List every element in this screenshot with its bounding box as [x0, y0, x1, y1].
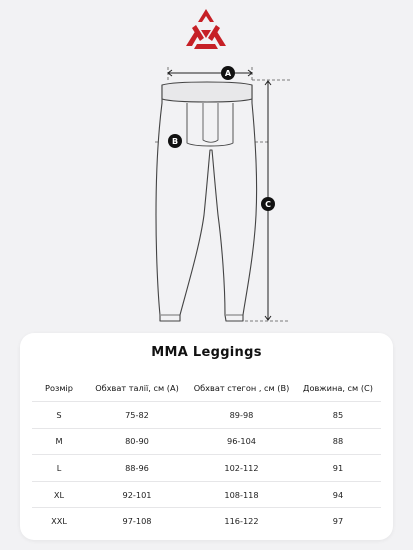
cell-waist: 92-101	[86, 481, 188, 508]
cell-length: 91	[295, 455, 381, 482]
cell-length: 88	[295, 428, 381, 455]
cell-hips: 108-118	[188, 481, 295, 508]
header-size: Розмір	[32, 375, 86, 402]
badge-c	[261, 197, 275, 211]
cell-waist: 80-90	[86, 428, 188, 455]
leggings-diagram	[0, 55, 413, 330]
cell-hips: 96-104	[188, 428, 295, 455]
badge-a	[221, 66, 235, 80]
size-table	[32, 375, 381, 534]
badge-a-label: A	[224, 69, 232, 78]
header-hips: Обхват стегон , см (B)	[188, 375, 295, 402]
cell-hips: 102-112	[188, 455, 295, 482]
table-header-row	[32, 375, 381, 402]
cell-size: XXL	[51, 516, 67, 527]
brand-logo-icon	[184, 8, 228, 50]
waist-measure-line	[168, 70, 252, 76]
table-row	[32, 481, 381, 508]
cell-size: M	[32, 428, 86, 455]
table-row	[32, 428, 381, 455]
table-row	[32, 508, 381, 534]
table-row	[32, 455, 381, 482]
leggings-outline	[156, 82, 257, 321]
cell-length: 85	[295, 402, 381, 429]
cell-length: 97	[332, 516, 344, 527]
cell-waist: 97-108	[122, 516, 152, 527]
header-waist: Обхват талії, см (A)	[86, 375, 188, 402]
cell-size: L	[32, 455, 86, 482]
cell-hips: 89-98	[188, 402, 295, 429]
badge-b	[168, 134, 182, 148]
cell-waist: 75-82	[86, 402, 188, 429]
size-chart-title: MMA Leggings	[151, 345, 262, 360]
badge-b-label: B	[171, 137, 179, 146]
size-chart-card	[20, 333, 393, 540]
header-length: Довжина, см (C)	[295, 375, 381, 402]
cell-waist: 88-96	[86, 455, 188, 482]
cell-length: 94	[295, 481, 381, 508]
cell-size: S	[32, 402, 86, 429]
badge-c-label: C	[265, 200, 271, 209]
cell-hips: 116-122	[224, 516, 259, 527]
table-row	[32, 402, 381, 429]
cell-size: XL	[32, 481, 86, 508]
